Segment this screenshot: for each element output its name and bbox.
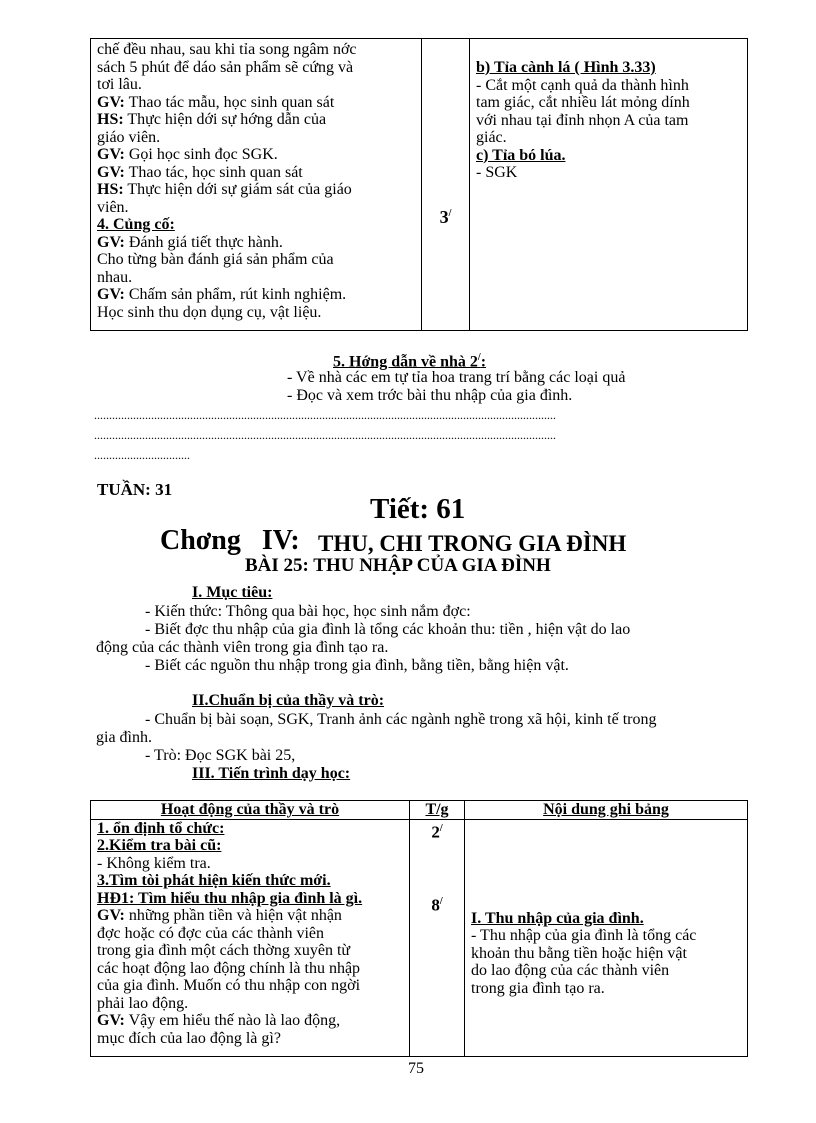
activity-text: Đánh giá tiết thực hành. xyxy=(124,233,283,251)
chapter-label: Chơng IV: xyxy=(160,525,300,556)
objectives-heading: I. Mục tiêu: xyxy=(192,584,273,601)
board-line: trong gia đình tạo ra. xyxy=(471,979,605,997)
activity-text: những phần tiền và hiện vật nhận xyxy=(124,907,342,924)
activity-text: tơi lâu. xyxy=(97,76,142,93)
board-line: giác. xyxy=(476,129,507,146)
activity-text: của gia đình. Muốn có thu nhập con ngời xyxy=(97,977,361,994)
activities-cell xyxy=(91,819,410,1056)
activity-line xyxy=(97,164,421,182)
dotted-line-1: .......................................................................................................................................................... xyxy=(94,408,556,422)
header-time: T/g xyxy=(410,801,465,820)
activity-line xyxy=(97,94,421,112)
activity-text: Thao tác, học sinh quan sát xyxy=(124,163,303,181)
income-heading: I. Thu nhập của gia đình. xyxy=(471,909,644,927)
step2-heading: 2.Kiểm tra bài cũ: xyxy=(97,837,222,854)
activity-line xyxy=(97,977,409,995)
activity-text: Thao tác mẫu, học sinh quan sát xyxy=(124,93,335,111)
step3-heading: 3.Tìm tòi phát hiện kiến thức mới. xyxy=(97,872,331,889)
board-line: do lao động của các thành viên xyxy=(471,962,670,979)
speaker-label: GV: xyxy=(97,286,125,303)
board-notes-cell xyxy=(465,819,748,1056)
time-value: 3 xyxy=(439,207,449,227)
board-line: khoản thu bằng tiền hoặc hiện vật xyxy=(471,944,687,962)
board-line: với nhau tại đỉnh nhọn A của tam xyxy=(476,111,689,129)
activity-line xyxy=(97,76,421,94)
activity-text: Chấm sản phẩm, rút kinh nghiệm. xyxy=(124,286,347,303)
preparation-heading: II.Chuẩn bị của thầy và trò: xyxy=(192,692,385,709)
activity-text: các hoạt động lao động chính là thu nhập xyxy=(97,959,361,977)
activity-text: Cho từng bàn đánh giá sản phẩm của xyxy=(97,251,334,268)
objectives-line-3: động của các thành viên trong gia đình tạo ra. xyxy=(96,639,389,656)
activity-text: trong gia đình một cách thờng xuyên từ xyxy=(97,942,351,959)
page-number: 75 xyxy=(408,1060,424,1077)
homework-line-1: - Về nhà các em tự tỉa hoa trang trí bằng các loại quả xyxy=(287,369,626,386)
section-b-heading: b) Tỉa cành lá ( Hình 3.33) xyxy=(476,59,656,76)
time-step1: 2 xyxy=(431,822,440,842)
homework-heading: 5. Hớng dẫn về nhà 2/: xyxy=(333,352,487,371)
activity-text: Gọi học sinh đọc SGK. xyxy=(124,146,278,163)
header-board-content: Nội dung ghi bảng xyxy=(465,801,748,820)
dotted-line-3: ................................ xyxy=(94,448,190,462)
step2-note: - Không kiểm tra. xyxy=(97,854,211,872)
activity-line xyxy=(97,925,409,943)
header-activities: Hoạt động của thầy và trò xyxy=(91,801,410,820)
time-hd1: 8 xyxy=(431,895,440,915)
consolidation-heading: 4. Củng cố: xyxy=(97,216,175,233)
process-heading: III. Tiến trình dạy học: xyxy=(192,765,351,782)
lesson-process-table xyxy=(90,800,748,1057)
activity-text: chế đều nhau, sau khi tỉa song ngâm nớc xyxy=(97,41,357,58)
preparation-line-1: - Chuẩn bị bài soạn, SGK, Tranh ảnh các ngành nghề trong xã hội, kinh tế trong xyxy=(145,711,657,728)
board-line: - Thu nhập của gia đình là tổng các xyxy=(471,927,697,944)
speaker-label: HS: xyxy=(97,111,124,128)
activity-line xyxy=(97,199,421,217)
activity-line xyxy=(97,111,421,129)
activity-text: viên. xyxy=(97,198,129,216)
activity-text: Vậy em hiểu thế nào là lao động, xyxy=(124,1012,341,1029)
activity-text: phải lao động. xyxy=(97,994,189,1012)
activity-text: mục đích của lao động là gì? xyxy=(97,1029,281,1047)
activity-line xyxy=(97,181,421,199)
sgk-note: - SGK xyxy=(476,164,518,181)
activity-text: Thực hiện dới sự hớng dẫn của xyxy=(123,111,327,128)
activity-table-top xyxy=(90,38,748,331)
activity-text: đợc hoặc có đợc của các thành viên xyxy=(97,924,325,942)
activity-text: nhau. xyxy=(97,268,133,286)
activity-line xyxy=(97,251,421,269)
activity-line xyxy=(97,234,421,252)
activity-text: Học sinh thu dọn dụng cụ, vật liệu. xyxy=(97,303,322,321)
activity-line xyxy=(97,41,421,59)
speaker-label: GV: xyxy=(97,233,125,251)
activity-line xyxy=(97,269,421,287)
section-c-heading: c) Tỉa bó lúa. xyxy=(476,146,566,164)
activity-line xyxy=(97,129,421,147)
preparation-line-2: gia đình. xyxy=(96,729,152,746)
homework-line-2: - Đọc và xem trớc bài thu nhập của gia đình. xyxy=(287,387,573,404)
objectives-line-1: - Kiến thức: Thông qua bài học, học sinh nắm đợc: xyxy=(145,603,471,620)
teacher-student-activities-cell xyxy=(91,39,422,331)
objectives-line-4: - Biết các nguồn thu nhập trong gia đình, bằng tiền, bằng hiện vật. xyxy=(145,657,569,674)
activity-line xyxy=(97,907,409,925)
chapter-title: THU, CHI TRONG GIA ĐÌNH xyxy=(318,531,627,556)
activity-text: sách 5 phút để dáo sản phẩm sẽ cứng và xyxy=(97,58,354,76)
board-content-cell xyxy=(470,39,748,331)
speaker-label: GV: xyxy=(97,93,125,111)
activity-line xyxy=(97,995,409,1013)
activity-line xyxy=(97,1030,409,1048)
activity-line xyxy=(97,146,421,164)
board-line: - Cắt một cạnh quả da thành hình xyxy=(476,76,689,94)
activity-line xyxy=(97,942,409,960)
hd1-heading: HĐ1: Tìm hiểu thu nhập gia đình là gì. xyxy=(97,889,363,907)
speaker-label: GV: xyxy=(97,1012,125,1029)
preparation-line-3: - Trò: Đọc SGK bài 25, xyxy=(145,747,296,764)
lesson-heading: BÀI 25: THU NHẬP CỦA GIA ĐÌNH xyxy=(245,555,551,576)
step1-heading: 1. ổn định tổ chức: xyxy=(97,819,225,837)
lesson-title: Tiết: 61 xyxy=(370,493,466,525)
speaker-label: GV: xyxy=(97,146,125,163)
speaker-label: GV: xyxy=(97,163,125,181)
activity-text: Thực hiện dới sự giám sát của giáo xyxy=(123,181,352,198)
dotted-line-2: .......................................................................................................................................................... xyxy=(94,428,556,442)
objectives-line-2: - Biết đợc thu nhập của gia đình là tổng các khoản thu: tiền , hiện vật do lao xyxy=(145,621,631,638)
time-cell: 3/ xyxy=(422,39,470,331)
time-column-cell: 2/ 8/ xyxy=(410,819,465,1056)
activity-line xyxy=(97,286,421,304)
speaker-label: HS: xyxy=(97,181,124,198)
board-line: tam giác, cắt nhiều lát mỏng dính xyxy=(476,94,690,111)
speaker-label: GV: xyxy=(97,907,125,924)
activity-line xyxy=(97,960,409,978)
activity-line xyxy=(97,304,421,322)
activity-line xyxy=(97,59,421,77)
week-label: TUẦN: 31 xyxy=(97,480,173,499)
activity-text: giáo viên. xyxy=(97,128,161,146)
activity-line xyxy=(97,1012,409,1030)
